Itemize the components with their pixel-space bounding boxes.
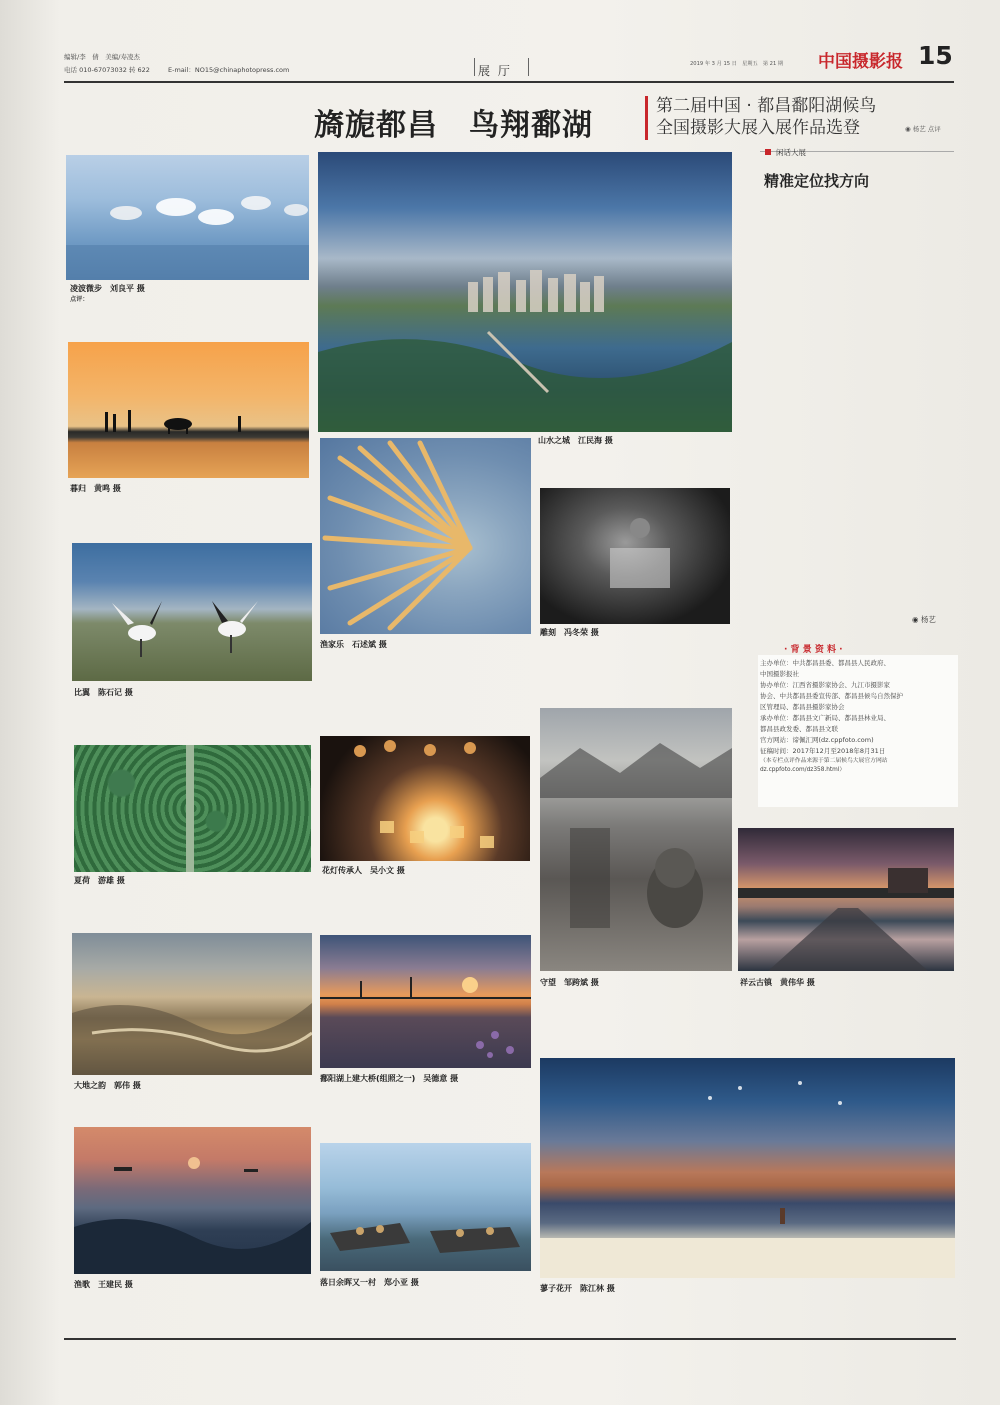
comment-7	[538, 447, 730, 481]
photo-lotus	[74, 745, 311, 872]
background-line: 协办单位：江西省摄影家协会、九江市摄影家	[760, 681, 890, 689]
caption-6: 渔歌 王建民 摄	[74, 1280, 133, 1289]
column-tag: 闲话大展	[776, 148, 806, 157]
comment-5	[74, 1092, 310, 1126]
editors-line: 编辑/李 倩 美编/寿凌杰	[64, 53, 140, 61]
comment-1	[70, 295, 310, 333]
comment-4	[74, 887, 310, 929]
headline-sub-1: 第二届中国 · 都昌鄱阳湖候鸟	[656, 96, 877, 116]
caption-13: 守望 邹跨斌 摄	[540, 978, 599, 987]
background-line: 征稿时间：2017年12月至2018年8月31日	[760, 747, 886, 755]
photo-carving	[540, 488, 730, 624]
background-line: 协会、中共都昌县委宣传部、都昌县候鸟自然保护	[760, 692, 903, 700]
comment-9	[322, 877, 530, 929]
photo-fishing-song	[74, 1127, 311, 1274]
caption-1: 凌波微步 刘良平 摄	[70, 284, 145, 293]
caption-15: 蓼子花开 陈江林 摄	[540, 1284, 615, 1293]
caption-7: 山水之城 江民海 摄	[538, 436, 613, 445]
headline-commentator: ◉ 杨艺 点评	[905, 125, 941, 133]
comment-14	[740, 989, 954, 1049]
paper-name: 中国摄影报	[818, 52, 903, 72]
background-line: 承办单位：都昌县文广新局、都昌县林业局、	[760, 714, 890, 722]
section-divider	[528, 58, 529, 76]
background-line: 都昌县政发委、都昌县文联	[760, 725, 838, 733]
column-tag-marker	[765, 149, 771, 155]
photo-watching	[540, 708, 732, 971]
section-label: 展 厅	[478, 64, 512, 78]
photo-evening-return	[68, 342, 309, 478]
headline-main: 旖旎都昌 鸟翔鄱湖	[314, 108, 593, 143]
caption-9: 花灯传承人 吴小文 摄	[322, 866, 405, 875]
caption-3: 比翼 陈石记 摄	[74, 688, 133, 697]
photo-lantern-artisan	[320, 736, 530, 861]
background-line: 区管理局、都昌县摄影家协会	[760, 703, 845, 711]
comment-3	[74, 699, 310, 739]
caption-4: 夏荷 游雄 摄	[74, 876, 125, 885]
caption-12: 雕刻 冯冬荣 摄	[540, 628, 599, 637]
headline-sub-2: 全国摄影大展入展作品选登	[656, 118, 860, 138]
comment-label: 点评：	[70, 296, 89, 303]
caption-10: 鄱阳湖上建大桥(组照之一) 吴德意 摄	[320, 1074, 459, 1083]
header-rule	[64, 81, 954, 83]
comment-10	[320, 1085, 530, 1137]
headline-accent-bar	[645, 96, 648, 140]
background-lines	[760, 658, 956, 775]
caption-11: 落日余晖又一村 郑小亚 摄	[320, 1278, 419, 1287]
photo-bridge	[320, 935, 531, 1068]
background-line: 中国摄影报社	[760, 670, 799, 678]
caption-14: 祥云古镇 黄伟华 摄	[740, 978, 815, 987]
photo-egrets	[66, 155, 309, 280]
comment-11	[320, 1289, 530, 1335]
photo-earth-rhythm	[72, 933, 312, 1075]
photo-cranes	[72, 543, 312, 681]
photo-fishing-family	[320, 438, 531, 634]
background-title: · 背 景 资 料 ·	[784, 645, 843, 655]
section-divider	[474, 58, 475, 76]
background-line: （本专栏点评作品来源于第二届候鸟大展官方网站 dz.cppfoto.com/dz358.html）	[760, 758, 888, 773]
comment-12	[540, 639, 732, 697]
caption-8: 渔家乐 石述斌 摄	[320, 640, 387, 649]
footer-rule	[64, 1338, 956, 1340]
comment-2	[70, 495, 310, 537]
comment-15	[540, 1295, 954, 1325]
background-line: 官方网站：谛佩汇网(dz.cppfoto.com)	[760, 736, 874, 744]
phone-line: 电话 010-67073032 转 622	[64, 66, 150, 74]
column-title: 精准定位找方向	[764, 172, 870, 190]
background-line: 主办单位：中共都昌县委、都昌县人民政府、	[760, 659, 890, 667]
comment-6	[74, 1291, 310, 1333]
column-body	[762, 196, 954, 612]
photo-mountain-city	[318, 152, 732, 432]
comment-13	[540, 989, 730, 1051]
photo-sunset-village	[320, 1143, 531, 1271]
email-line: E-mail：NO15@chinaphotopress.com	[168, 66, 290, 74]
caption-2: 暮归 黄鸣 摄	[70, 484, 121, 493]
comment-8	[320, 651, 530, 727]
photo-smartweed-bloom	[540, 1058, 955, 1278]
page-number: 15	[918, 41, 953, 70]
column-signature: ◉ 杨艺	[912, 615, 936, 624]
caption-5: 大地之韵 郭伟 摄	[74, 1081, 141, 1090]
photo-xiangyun-town	[738, 828, 954, 971]
date-line: 2019 年 3 月 15 日 星期五 第 21 期	[690, 61, 784, 67]
